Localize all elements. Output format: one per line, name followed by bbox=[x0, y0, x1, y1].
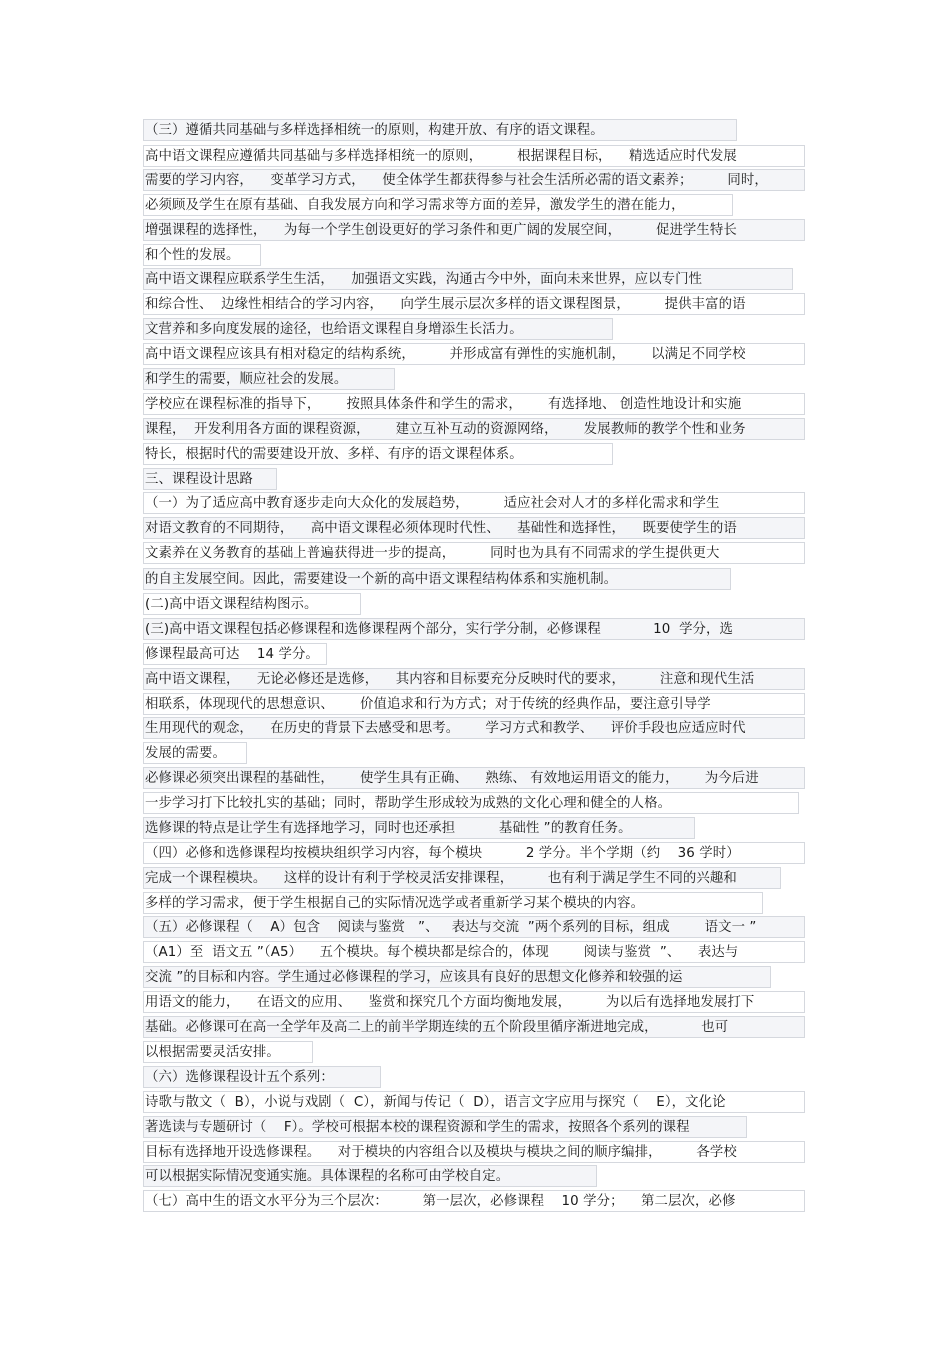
chapter-heading: 三、课程设计思路 bbox=[143, 468, 277, 490]
text-line: (二)高中语文课程结构图示。 bbox=[143, 593, 361, 615]
text-line: 选修课的特点是让学生有选择地学习，同时也还承担 基础性 ”的教育任务。 bbox=[143, 817, 695, 839]
text-line: 高中语文课程应该具有相对稳定的结构系统， 并形成富有弹性的实施机制， 以满足不同学校 bbox=[143, 343, 805, 365]
text-line: 高中语文课程应联系学生生活， 加强语文实践，沟通古今中外，面向未来世界，应以专门性 bbox=[143, 268, 793, 290]
section-heading: （三）遵循共同基础与多样选择相统一的原则，构建开放、有序的语文课程。 bbox=[143, 119, 737, 141]
text-line: 交流 ”的目标和内容。学生通过必修课程的学习，应该具有良好的思想文化修养和较强的运 bbox=[143, 966, 771, 988]
text-line: 高中语文课程应遵循共同基础与多样选择相统一的原则， 根据课程目标， 精选适应时代发展 bbox=[143, 145, 805, 167]
text-line: 的自主发展空间。因此，需要建设一个新的高中语文课程结构体系和实施机制。 bbox=[143, 568, 731, 590]
text-line: （四）必修和选修课程均按模块组织学习内容，每个模块 2 学分。半个学期（约 36 学时） bbox=[143, 842, 805, 864]
text-line: 基础。必修课可在高一全学年及高二上的前半学期连续的五个阶段里循序渐进地完成， 也可 bbox=[143, 1016, 805, 1038]
text-line: 修课程最高可达 14 学分。 bbox=[143, 643, 327, 665]
text-line: 生用现代的观念， 在历史的背景下去感受和思考。 学习方式和教学、 评价手段也应适应时代 bbox=[143, 717, 805, 739]
text-line: 相联系，体现现代的思想意识、 价值追求和行为方式；对于传统的经典作品，要注意引导学 bbox=[143, 693, 805, 715]
text-line: 以根据需要灵活安排。 bbox=[143, 1041, 313, 1063]
text-line: 文素养在义务教育的基础上普遍获得进一步的提高， 同时也为具有不同需求的学生提供更大 bbox=[143, 542, 805, 564]
text-line: （五）必修课程（ A）包含 阅读与鉴赏 ”、 表达与交流 ”两个系列的目标，组成 语文一 ” bbox=[143, 916, 805, 938]
text-line: 可以根据实际情况变通实施。具体课程的名称可由学校自定。 bbox=[143, 1165, 597, 1187]
text-line: 用语文的能力， 在语文的应用、 鉴赏和探究几个方面均衡地发展， 为以后有选择地发展打下 bbox=[143, 991, 805, 1013]
text-line: （一）为了适应高中教育逐步走向大众化的发展趋势， 适应社会对人才的多样化需求和学生 bbox=[143, 492, 805, 514]
text-line: （七）高中生的语文水平分为三个层次： 第一层次，必修课程 10 学分； 第二层次，必修 bbox=[143, 1190, 805, 1212]
text-line: (三)高中语文课程包括必修课程和选修课程两个部分，实行学分制，必修课程 10 学分，选 bbox=[143, 618, 805, 640]
text-line: 特长，根据时代的需要建设开放、多样、有序的语文课程体系。 bbox=[143, 443, 613, 465]
text-line: 高中语文课程， 无论必修还是选修， 其内容和目标要充分反映时代的要求， 注意和现代生活 bbox=[143, 668, 805, 690]
text-line: 和学生的需要，顺应社会的发展。 bbox=[143, 368, 395, 390]
text-line: 诗歌与散文（ B），小说与戏剧（ C），新闻与传记（ D），语言文字应用与探究（ E），文化论 bbox=[143, 1091, 805, 1113]
text-line: 必须顾及学生在原有基础、自我发展方向和学习需求等方面的差异，激发学生的潜在能力， bbox=[143, 194, 733, 216]
text-line: 增强课程的选择性， 为每一个学生创设更好的学习条件和更广阔的发展空间， 促进学生特长 bbox=[143, 219, 805, 241]
text-line: 一步学习打下比较扎实的基础；同时，帮助学生形成较为成熟的文化心理和健全的人格。 bbox=[143, 792, 799, 814]
text-line: 和个性的发展。 bbox=[143, 244, 261, 266]
text-line: 学校应在课程标准的指导下， 按照具体条件和学生的需求， 有选择地、 创造性地设计和实施 bbox=[143, 393, 805, 415]
text-line: 必修课必须突出课程的基础性， 使学生具有正确、 熟练、 有效地运用语文的能力， 为今后进 bbox=[143, 767, 805, 789]
text-line: 文营养和多向度发展的途径，也给语文课程自身增添生长活力。 bbox=[143, 318, 613, 340]
text-line: （六）选修课程设计五个系列： bbox=[143, 1066, 381, 1088]
text-line: 著选读与专题研讨（ F）。学校可根据本校的课程资源和学生的需求，按照各个系列的课程 bbox=[143, 1116, 747, 1138]
text-line: 课程， 开发利用各方面的课程资源， 建立互补互动的资源网络， 发展教师的教学个性和业务 bbox=[143, 418, 805, 440]
text-line: 需要的学习内容， 变革学习方式， 使全体学生都获得参与社会生活所必需的语文素养； 同时， bbox=[143, 169, 805, 191]
text-line: 目标有选择地开设选修课程。 对于模块的内容组合以及模块与模块之间的顺序编排， 各学校 bbox=[143, 1141, 805, 1163]
text-line: 和综合性、 边缘性相结合的学习内容， 向学生展示层次多样的语文课程图景， 提供丰富的语 bbox=[143, 293, 805, 315]
text-line: 多样的学习需求，便于学生根据自己的实际情况选学或者重新学习某个模块的内容。 bbox=[143, 892, 763, 914]
text-line: （A1）至 语文五 ”（A5） 五个模块。每个模块都是综合的，体现 阅读与鉴赏 ”、 表达与 bbox=[143, 941, 805, 963]
text-line: 发展的需要。 bbox=[143, 742, 247, 764]
text-line: 完成一个课程模块。 这样的设计有利于学校灵活安排课程， 也有利于满足学生不同的兴趣和 bbox=[143, 867, 781, 889]
text-line: 对语文教育的不同期待， 高中语文课程必须体现时代性、 基础性和选择性， 既要使学生的语 bbox=[143, 517, 805, 539]
